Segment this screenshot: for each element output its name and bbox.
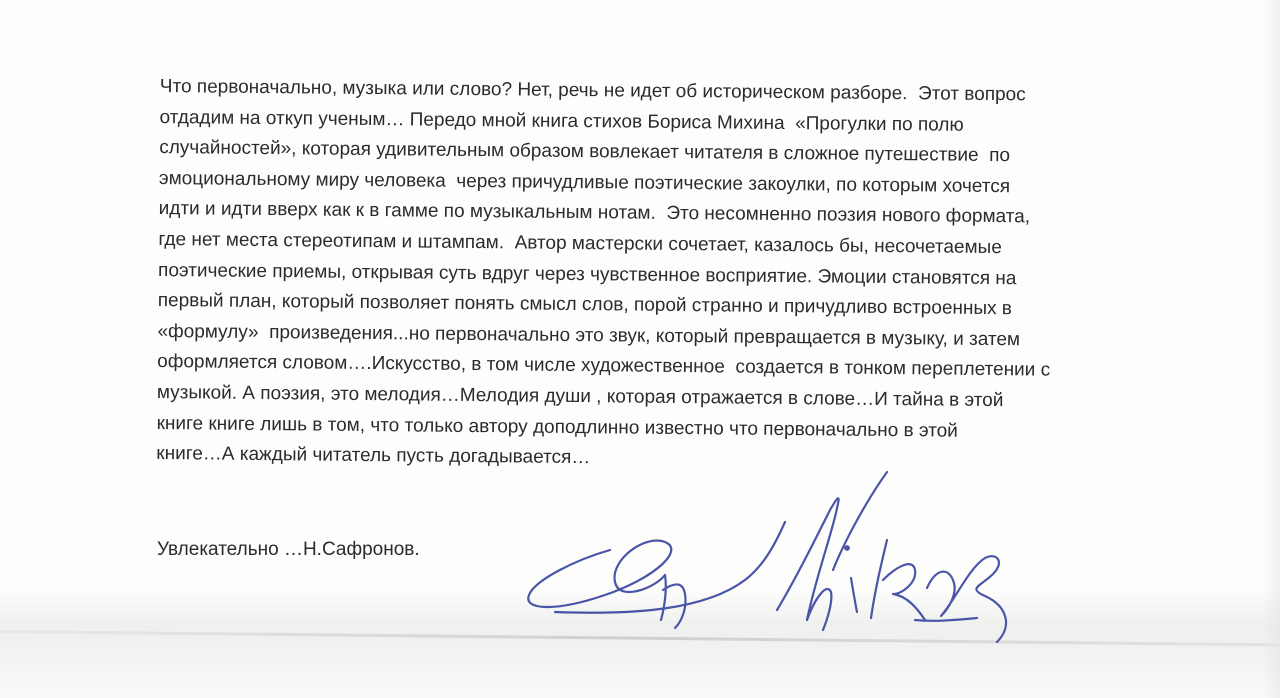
letter-line: книге книге лишь в том, что только автору доподлинно известно что первоначально в этой <box>156 412 958 442</box>
paper-right-edge <box>1262 0 1280 698</box>
letter-line: поэтические приемы, открывая суть вдруг через чувственное восприятие. Эмоции становятся на <box>157 259 1017 289</box>
letter-line: где нет места стереотипам и штампам. Автор мастерски сочетает, казалось бы, несочетаемые <box>158 228 1002 259</box>
author-closing: Увлекательно …Н.Сафронов. <box>157 539 420 560</box>
letter-line: книге…А каждый читатель пусть догадывается… <box>156 443 591 469</box>
letter-line: музыкой. А поэзия, это мелодия…Мелодия души , которая отражается в слове…И тайна в этой <box>156 381 1004 412</box>
letter-line: первый план, который позволяет понять смысл слов, порой странно и причудливо встроенных в <box>157 290 1013 320</box>
letter-line: Что первоначально, музыка или слово? Нет, речь не идет об историческом разборе. Этот вопрос <box>159 75 1026 106</box>
letter-line: оформляется словом….Искусство, в том числе художественное создается в тонком переплетении с <box>157 351 1051 381</box>
letter-line: эмоциональному миру человека через причудливые поэтические закоулки, по которым хочется <box>158 167 1011 197</box>
letter-line: идти и идти вверх как к в гамме по музыкальным нотам. Это несомненно поэзия нового формата, <box>158 198 1031 228</box>
letter-line: случайностей», которая удивительным образом вовлекает читателя в сложное путешествие по <box>159 137 1011 167</box>
handwritten-signature <box>515 470 1035 680</box>
letter-line: отдадим на откуп ученым… Передо мной книга стихов Бориса Михина «Прогулки по полю <box>159 106 964 136</box>
letter-line: «формулу» произведения...но первоначально это звук, который превращается в музыку, и затем <box>157 320 1021 351</box>
letter-body <box>156 72 1170 479</box>
